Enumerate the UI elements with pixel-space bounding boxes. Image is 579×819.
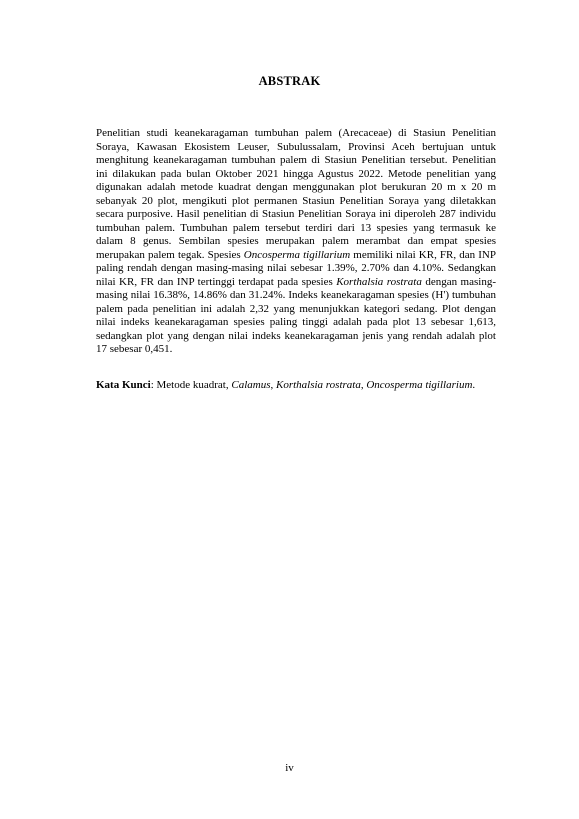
keywords-sep: : Metode kuadrat, [150, 379, 232, 391]
keyword-3: Oncosperma tigillarium [366, 379, 473, 391]
keywords-line [96, 379, 506, 393]
species-name-2: Korthalsia rostrata [336, 275, 422, 288]
keywords-end: . [472, 379, 476, 391]
abstract-text-2: memiliki nilai KR, FR, dan INP paling rendah dengan masing-masing nilai sebesar 1.39%, 2.70% dan 4.10%. Sedangkan nilai KR, FR dan INP tertinggi terdapat pada spesies [96, 248, 496, 288]
abstract-paragraph [96, 127, 496, 357]
keyword-1: Calamus [231, 379, 271, 391]
keywords-sep-3: , [360, 379, 367, 391]
page-title: ABSTRAK [258, 74, 321, 88]
abstract-text-3: dengan masing-masing nilai 16.38%, 14.86% dan 31.24%. Indeks keanekaragaman spesies (H') tumbuhan palem pada penelitian ini adalah 2,32 yang menunjukkan kategori sedang. Plot dengan nilai indeks keanekaragaman spesies paling tinggi adalah pada plot 13 sebesar 1,613, sedangkan plot yang dengan nilai indeks keanekaragaman jenis yang rendah adalah plot 17 sebesar 0,451. [96, 275, 496, 355]
abstract-text-1: Penelitian studi keanekaragaman tumbuhan palem (Arecaceae) di Stasiun Penelitian Soraya, Kawasan Ekosistem Leuser, Subulussalam, Provinsi Aceh bertujuan untuk menghitung keanekaragaman tumbuhan palem di Stasiun Penelitian tersebut. Penelitian ini dilakukan pada bulan Oktober 2021 hingga Agustus 2022. Metode penelitian yang digunakan adalah metode kuadrat dengan menggunakan plot berukuran 20 m x 20 m sebanyak 20 plot, mengikuti plot permanen Stasiun Penelitian Soraya yang diletakkan secara purposive. Hasil penelitian di Stasiun Penelitian Soraya ini diperoleh 287 individu tumbuhan palem. Tumbuhan palem tersebut terdiri dari 13 spesies yang termasuk ke dalam 8 genus. Sembilan spesies merupakan palem merambat dan empat spesies merupakan palem tegak. Spesies [96, 127, 496, 261]
keyword-2: Korthalsia rostrata [275, 379, 361, 391]
keywords-label: Kata Kunci [96, 379, 151, 391]
page-number: iv [285, 762, 294, 774]
keywords-sep-2: , [270, 379, 276, 391]
species-name-1: Oncosperma tigillarium [243, 248, 351, 261]
